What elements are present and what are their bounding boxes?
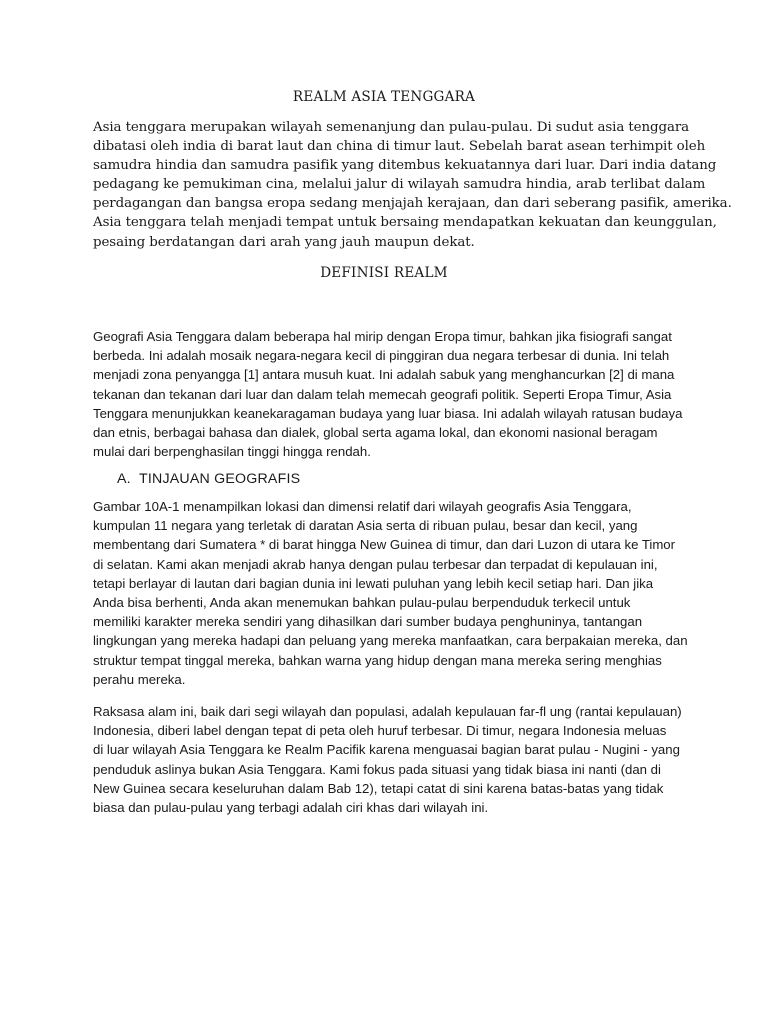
gambar-line: struktur tempat tinggal mereka, bahkan warna yang hidup dengan mana mereka sering menghias — [93, 652, 662, 668]
geografi-line: mulai dari berpenghasilan tinggi hingga rendah. — [93, 444, 371, 460]
intro-line: Asia tenggara telah menjadi tempat untuk bersaing mendapatkan kekuatan dan keunggulan, — [93, 215, 717, 231]
geografi-line: Geografi Asia Tenggara dalam beberapa hal mirip dengan Eropa timur, bahkan jika fisiografi sangat — [93, 329, 672, 344]
raksasa-line: penduduk aslinya bukan Asia Tenggara. Kami fokus pada situasi yang tidak biasa ini nanti (dan di — [93, 761, 661, 777]
raksasa-paragraph — [93, 702, 682, 817]
intro-line: pedagang ke pemukiman cina, melalui jalur di wilayah samudra hindia, arab terlibat dalam — [93, 177, 706, 193]
gambar-line: Gambar 10A-1 menampilkan lokasi dan dimensi relatif dari wilayah geografis Asia Tenggara, — [93, 499, 632, 514]
geografi-line: menjadi zona penyangga [1] antara musuh kuat. Ini adalah sabuk yang menghancurkan [2] di mana — [93, 367, 675, 383]
intro-line: dibatasi oleh india di barat laut dan china di timur laut. Sebelah barat asean terhimpit oleh — [93, 139, 706, 155]
section-a-title: TINJAUAN GEOGRAFIS — [139, 471, 301, 487]
document-title: REALM ASIA TENGGARA — [292, 89, 476, 105]
geografi-paragraph — [93, 327, 683, 461]
raksasa-line: di luar wilayah Asia Tenggara ke Realm Pacifik karena menguasai bagian barat pulau - Nugini - yang — [93, 742, 680, 758]
gambar-paragraph — [93, 497, 688, 689]
intro-line: perdagangan dan bangsa eropa sedang menjajah kerajaan, dan dari seberang pasifik, amerika. — [93, 196, 732, 212]
intro-line: samudra hindia dan samudra pasifik yang ditembus kekuatannya dari luar. Dari india datang — [93, 158, 717, 174]
geografi-line: Tenggara menunjukkan keanekaragaman budaya yang luar biasa. Ini adalah wilayah ratusan budaya — [93, 405, 683, 421]
geografi-line: dan etnis, berbagai bahasa dan dialek, global serta agama lokal, dan ekonomi nasional beragam — [93, 425, 658, 441]
section-a-heading — [117, 471, 300, 487]
intro-line: Asia tenggara merupakan wilayah semenanjung dan pulau-pulau. Di sudut asia tenggara — [93, 120, 690, 135]
intro-paragraph — [93, 118, 732, 252]
gambar-line: kumpulan 11 negara yang terletak di daratan Asia serta di ribuan pulau, besar dan kecil, yang — [93, 518, 638, 534]
intro-line: pesaing berdatangan dari arah yang jauh maupun dekat. — [93, 234, 475, 250]
gambar-line: di selatan. Kami akan menjadi akrab hanya dengan pulau terbesar dan terpadat di kepulauan ini, — [93, 556, 658, 572]
definition-heading: DEFINISI REALM — [320, 265, 448, 281]
gambar-line: membentang dari Sumatera * di barat hingga New Guinea di timur, dan dari Luzon di utara ke Timor — [93, 537, 676, 553]
raksasa-line: New Guinea secara keseluruhan dalam Bab 12), tetapi catat di sini karena batas-batas yang tidak — [93, 780, 664, 796]
raksasa-line: Indonesia, diberi label dengan tepat di peta oleh huruf terbesar. Di timur, negara Indonesia meluas — [93, 723, 667, 739]
raksasa-line: biasa dan pulau-pulau yang terbagi adalah ciri khas dari wilayah ini. — [93, 800, 489, 816]
section-a-marker: A. — [117, 471, 131, 487]
geografi-line: berbeda. Ini adalah mosaik negara-negara kecil di pinggiran dua negara terbesar di dunia. Ini telah — [93, 348, 670, 364]
gambar-line: Anda bisa berhenti, Anda akan menemukan bahkan pulau-pulau berpenduduk terkecil untuk — [93, 595, 631, 611]
geografi-line: tekanan dan tekanan dari luar dan dalam telah memecah geografi politik. Seperti Eropa Timur, Asia — [93, 386, 672, 402]
gambar-line: tetapi berlayar di lautan dari bagian dunia ini lewati puluhan yang lebih kecil setiap hari. Dan jika — [93, 575, 654, 591]
gambar-line: lingkungan yang mereka hadapi dan peluang yang mereka manfaatkan, cara berpakaian mereka, dan — [93, 633, 688, 649]
gambar-line: perahu mereka. — [93, 671, 186, 687]
gambar-line: memiliki karakter mereka sendiri yang dihasilkan dari sumber budaya penghuninya, tantangan — [93, 614, 643, 630]
raksasa-line: Raksasa alam ini, baik dari segi wilayah dan populasi, adalah kepulauan far-fl ung (rantai kepulauan) — [93, 704, 682, 719]
